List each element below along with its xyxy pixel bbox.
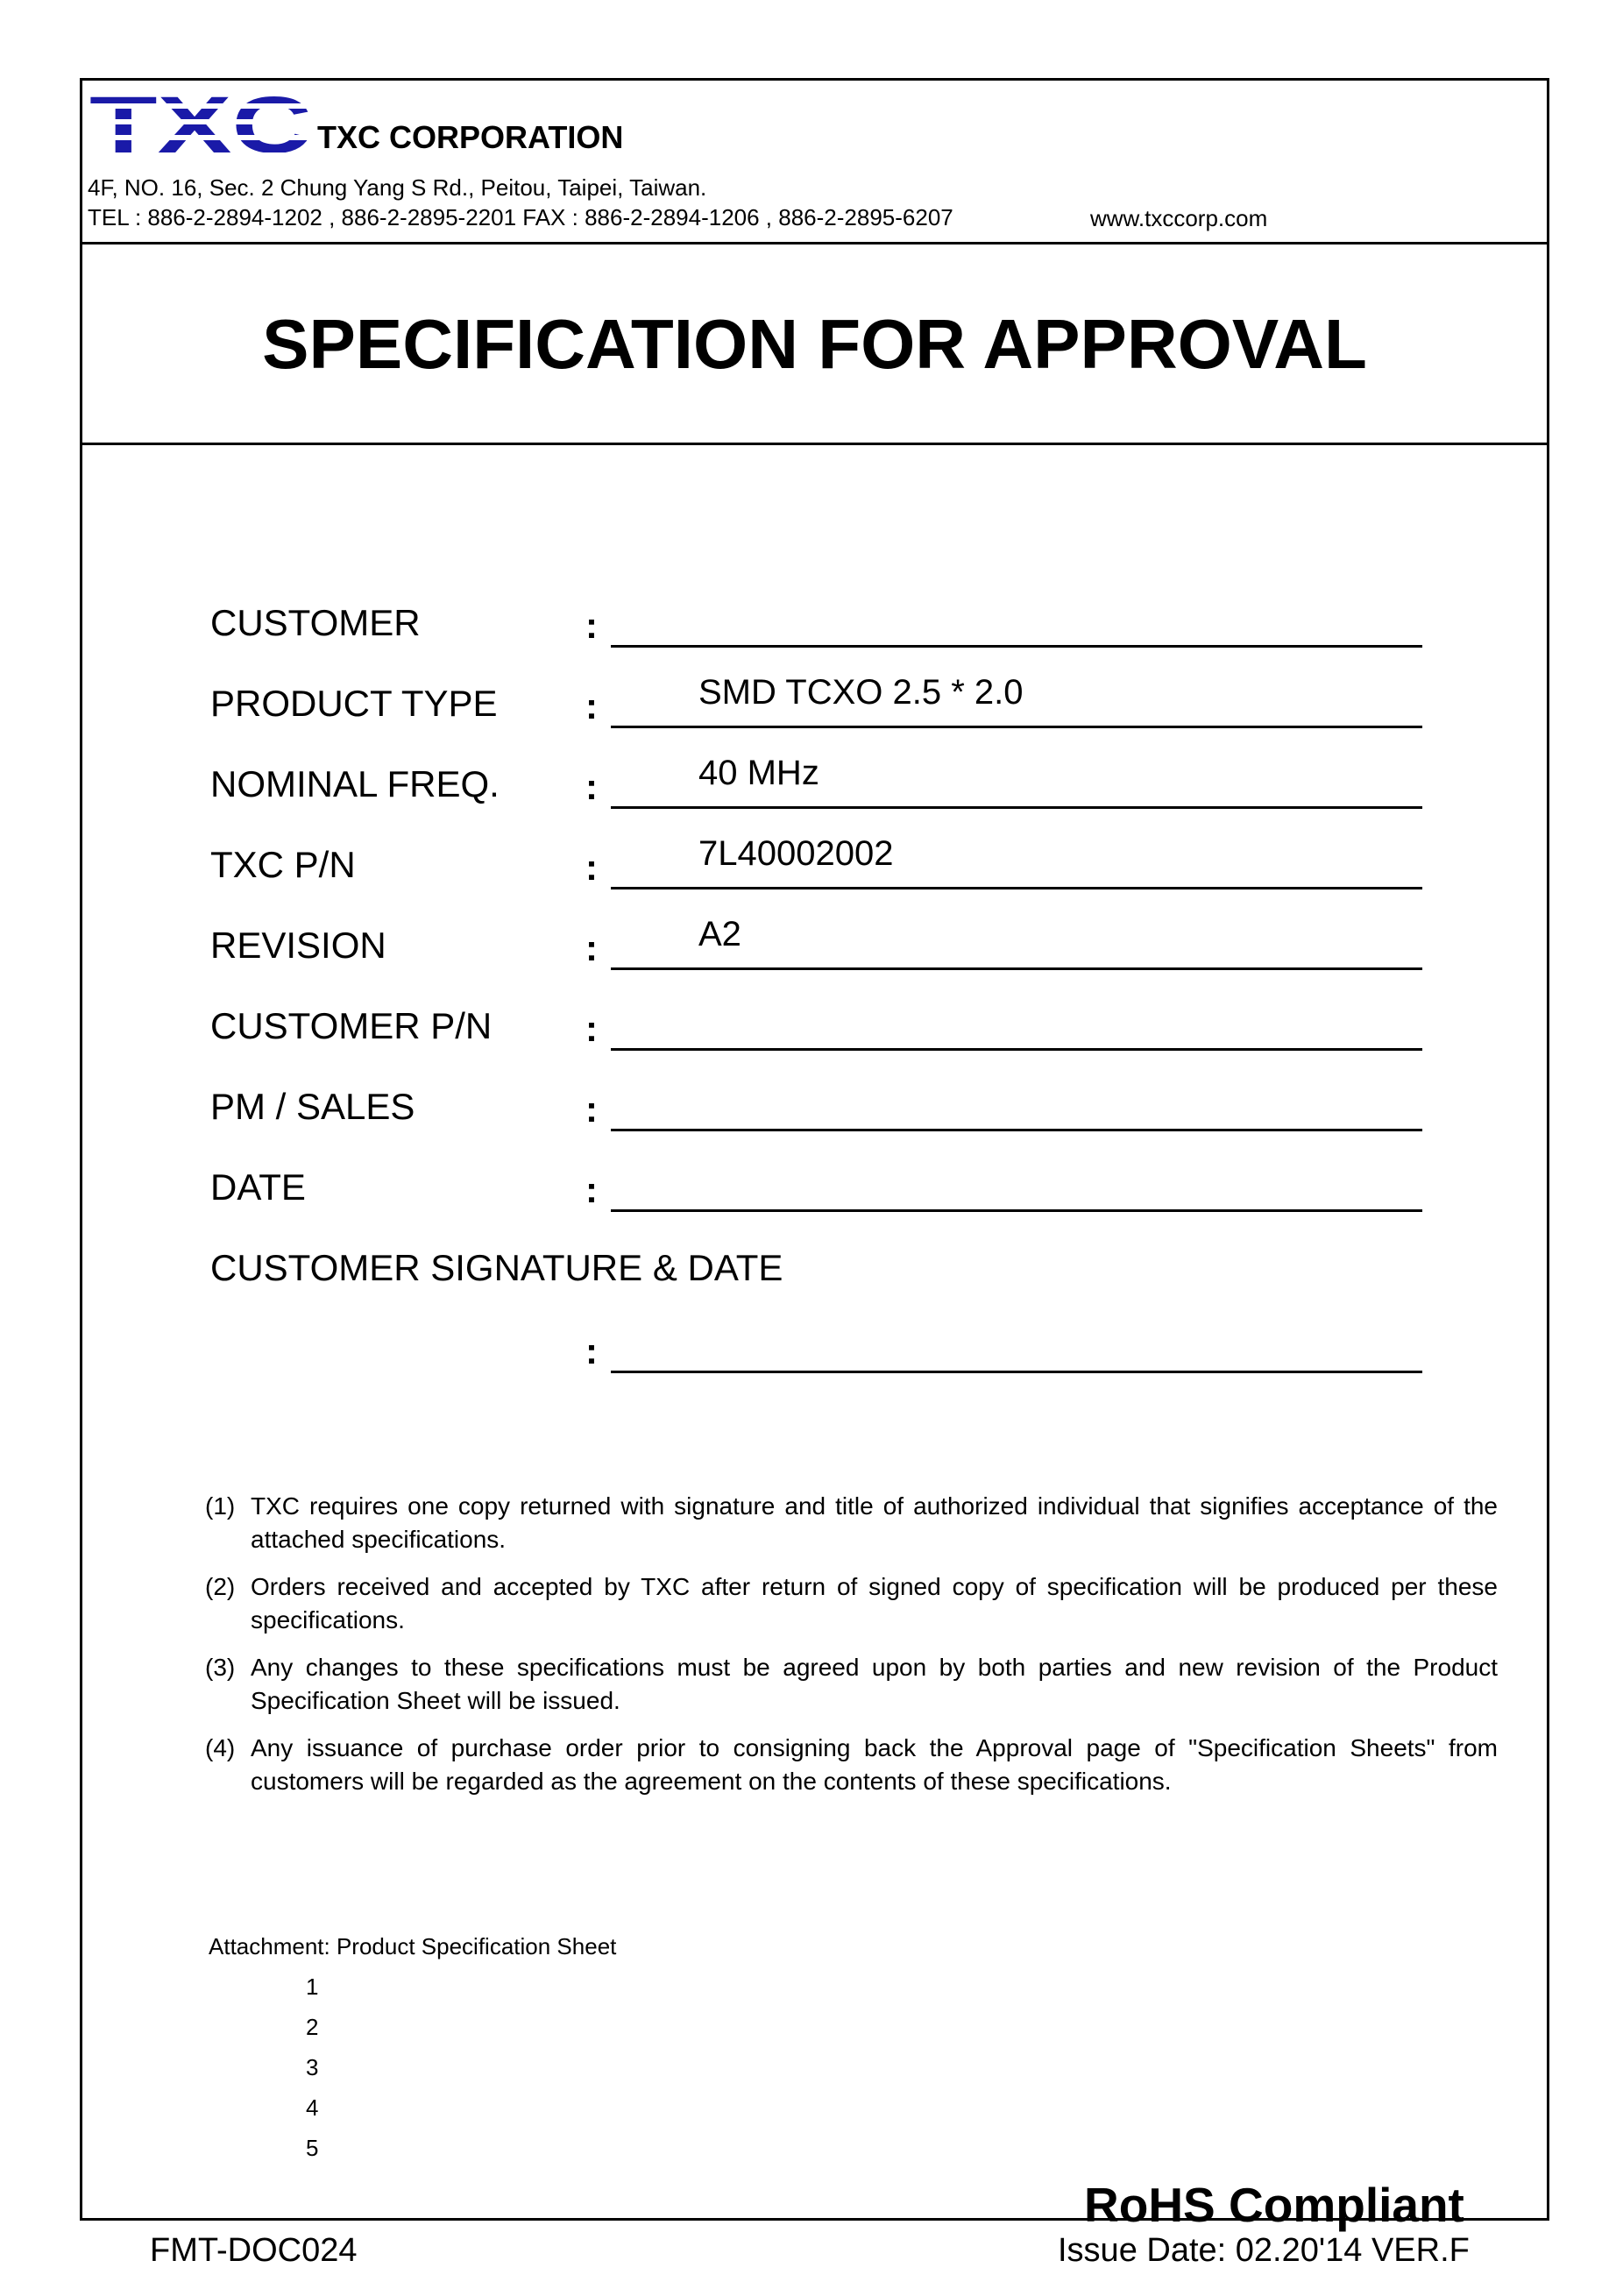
note-item xyxy=(205,1490,1498,1556)
field-colon: : xyxy=(585,605,598,646)
field-colon: : xyxy=(585,927,598,968)
nominal-freq-line xyxy=(611,806,1422,809)
attachment-item: 2 xyxy=(306,2014,319,2040)
document-frame xyxy=(80,78,1549,2232)
note-text: Any issuance of purchase order prior to consigning back the Approval page of "Specification Sheets" from customers will be regarded as the agreement on the contents of these specifications. xyxy=(251,1734,1498,1795)
txc-pn-label: TXC P/N xyxy=(210,844,356,885)
field-colon: : xyxy=(585,1088,598,1130)
note-text: Any changes to these specifications must be agreed upon by both parties and new revision of the Product Specification Sheet will be issued. xyxy=(251,1654,1498,1714)
footer-issue-date: Issue Date: 02.20'14 VER.F xyxy=(1058,2232,1470,2269)
pm-sales-line xyxy=(611,1129,1422,1131)
note-text: Orders received and accepted by TXC after return of signed copy of specification will be produced per these specifications. xyxy=(251,1573,1498,1633)
note-number: (3) xyxy=(205,1654,236,1681)
nominal-freq-value: 40 MHz xyxy=(698,754,819,792)
company-website: www.txccorp.com xyxy=(1090,205,1268,231)
txc-logo xyxy=(88,89,314,156)
note-item xyxy=(205,1570,1498,1637)
logo-stripes xyxy=(88,89,314,156)
signature-line xyxy=(611,1371,1422,1373)
customer-line xyxy=(611,645,1422,648)
page-title: SPECIFICATION FOR APPROVAL xyxy=(262,305,1367,383)
header-divider xyxy=(82,242,1547,244)
company-address: 4F, NO. 16, Sec. 2 Chung Yang S Rd., Peitou, Taipei, Taiwan. xyxy=(88,174,707,201)
customer-pn-label: CUSTOMER P/N xyxy=(210,1005,493,1046)
pm-sales-label: PM / SALES xyxy=(210,1086,415,1127)
attachment-item: 3 xyxy=(306,2054,319,2080)
company-tel-fax: TEL : 886-2-2894-1202 , 886-2-2895-2201 FAX : 886-2-2894-1206 , 886-2-2895-6207 xyxy=(88,204,953,230)
product-type-value: SMD TCXO 2.5 * 2.0 xyxy=(698,673,1024,712)
note-text: TXC requires one copy returned with signature and title of authorized individual that signifies acceptance of the attached specifications. xyxy=(251,1492,1498,1553)
note-item xyxy=(205,1651,1498,1718)
nominal-freq-label: NOMINAL FREQ. xyxy=(210,763,500,804)
rohs-compliant-label: RoHS Compliant xyxy=(1084,2178,1464,2232)
footer-doc-code: FMT-DOC024 xyxy=(150,2232,358,2269)
revision-line xyxy=(611,967,1422,970)
attachment-item: 5 xyxy=(306,2135,319,2161)
company-name: TXC CORPORATION xyxy=(317,119,624,155)
txc-pn-line xyxy=(611,887,1422,889)
txc-pn-value: 7L40002002 xyxy=(698,834,894,873)
field-colon: : xyxy=(585,847,598,888)
field-colon: : xyxy=(585,1169,598,1210)
attachment-item: 1 xyxy=(306,1974,319,2000)
note-number: (1) xyxy=(205,1492,236,1520)
product-type-label: PRODUCT TYPE xyxy=(210,683,498,724)
field-colon: : xyxy=(585,685,598,726)
field-colon: : xyxy=(585,1330,598,1371)
date-line xyxy=(611,1209,1422,1212)
note-number: (2) xyxy=(205,1573,236,1600)
attachment-item: 4 xyxy=(306,2094,319,2121)
signature-label: CUSTOMER SIGNATURE & DATE xyxy=(210,1247,783,1288)
note-item xyxy=(205,1732,1498,1798)
field-colon: : xyxy=(585,766,598,807)
note-number: (4) xyxy=(205,1734,236,1761)
customer-label: CUSTOMER xyxy=(210,602,421,643)
customer-pn-line xyxy=(611,1048,1422,1051)
field-colon: : xyxy=(585,1008,598,1049)
date-label: DATE xyxy=(210,1166,306,1208)
revision-value: A2 xyxy=(698,915,741,953)
title-divider xyxy=(82,443,1547,445)
product-type-line xyxy=(611,726,1422,728)
attachment-label: Attachment: Product Specification Sheet xyxy=(209,1933,617,1959)
revision-label: REVISION xyxy=(210,925,386,966)
